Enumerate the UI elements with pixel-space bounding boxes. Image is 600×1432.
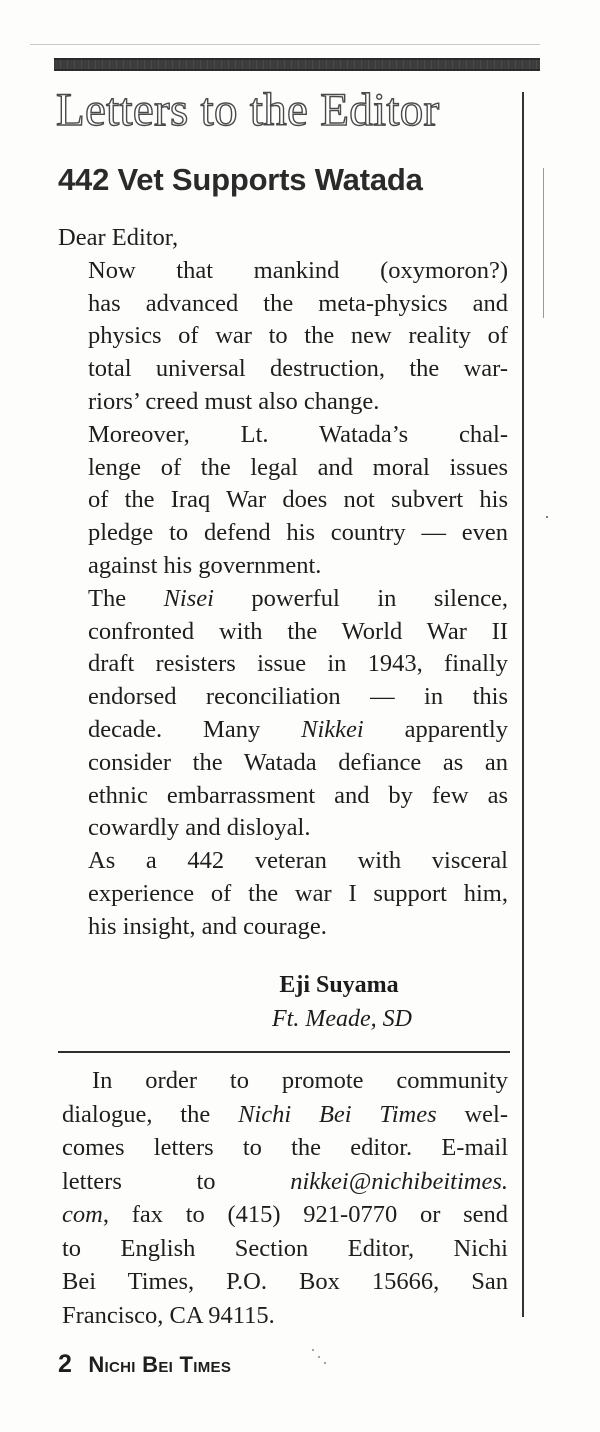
text-line: of the Iraq War does not subvert his <box>88 486 508 514</box>
italic-term-nikkei: Nikkei <box>301 715 364 743</box>
text-run: letters to <box>62 1167 291 1195</box>
text-line: cowardly and disloyal. <box>88 814 311 842</box>
text-line <box>58 714 508 747</box>
text-line: riors’ creed must also change. <box>88 387 380 415</box>
letter-paragraph <box>58 583 508 845</box>
text-run: The <box>88 584 164 612</box>
email-address: nikkei@nichibeitimes. <box>290 1167 508 1195</box>
salutation: Dear Editor, <box>58 224 179 251</box>
text-line: against his government. <box>88 551 322 579</box>
text-line <box>62 1165 508 1199</box>
text-line: comes letters to the editor. E-mail <box>62 1134 508 1161</box>
letter-paragraph <box>58 255 508 419</box>
text-run: decade. Many <box>88 715 302 743</box>
top-hairline <box>30 44 540 45</box>
letter-paragraph <box>58 419 508 583</box>
submission-notice <box>62 1064 508 1332</box>
text-line: confronted with the World War II <box>88 617 508 645</box>
text-line: Now that mankind (oxymoron?) <box>88 256 508 284</box>
faint-column-rule <box>543 168 544 318</box>
text-line: pledge to defend his country — even <box>88 519 508 547</box>
text-line: his insight, and courage. <box>88 912 327 940</box>
print-speck <box>318 1356 320 1358</box>
page-footer <box>58 1350 231 1379</box>
letter-headline: 442 Vet Supports Watada <box>58 162 423 197</box>
text-line: draft resisters issue in 1943, finally <box>88 650 508 678</box>
text-line: In order to promote community <box>92 1067 508 1094</box>
text-line: ethnic embarrassment and by few as <box>88 781 508 809</box>
text-run: powerful in silence, <box>213 584 508 612</box>
letter-paragraph <box>58 845 508 943</box>
text-line: physics of war to the new reality of <box>88 322 508 350</box>
print-speck <box>324 1362 326 1364</box>
text-line: Francisco, CA 94115. <box>62 1301 275 1329</box>
text-line <box>58 583 508 616</box>
top-rule <box>54 58 540 71</box>
text-line <box>62 1198 508 1232</box>
column-rule <box>522 92 524 1317</box>
publication-name-footer: Nichi Bei Times <box>88 1352 232 1377</box>
letter-body <box>58 222 508 944</box>
email-address-end: com <box>62 1201 103 1228</box>
text-line: total universal destruction, the war- <box>88 355 508 383</box>
section-title: Letters to the Editor <box>56 84 440 136</box>
text-line: lenge of the legal and moral issues <box>88 453 508 481</box>
text-line: has advanced the meta-physics and <box>88 289 508 317</box>
text-line: As a 442 veteran with visceral <box>88 847 508 875</box>
text-line: consider the Watada defiance as an <box>88 748 508 776</box>
text-run: dialogue, the <box>62 1100 239 1128</box>
author-name: Eji Suyama <box>279 972 399 998</box>
text-line: Bei Times, P.O. Box 15666, San <box>62 1268 508 1295</box>
italic-term-nisei: Nisei <box>163 584 214 612</box>
author-location: Ft. Meade, SD <box>272 1006 412 1032</box>
text-line: to English Section Editor, Nichi <box>62 1234 508 1262</box>
text-run: apparently <box>363 715 508 743</box>
text-run: wel- <box>436 1100 508 1128</box>
text-line: endorsed reconciliation — in this <box>88 683 508 711</box>
text-line: Moreover, Lt. Watada’s chal- <box>88 420 508 448</box>
text-run: , fax to (415) 921-0770 or send <box>102 1201 508 1228</box>
letter-signature <box>58 968 508 1036</box>
page-number: 2 <box>58 1350 72 1378</box>
print-speck <box>312 1349 314 1351</box>
text-line <box>62 1098 508 1132</box>
print-speck <box>546 516 548 518</box>
text-line: experience of the war I support him, <box>88 879 508 907</box>
separator-rule <box>58 1051 510 1053</box>
publication-name: Nichi Bei Times <box>238 1100 437 1128</box>
